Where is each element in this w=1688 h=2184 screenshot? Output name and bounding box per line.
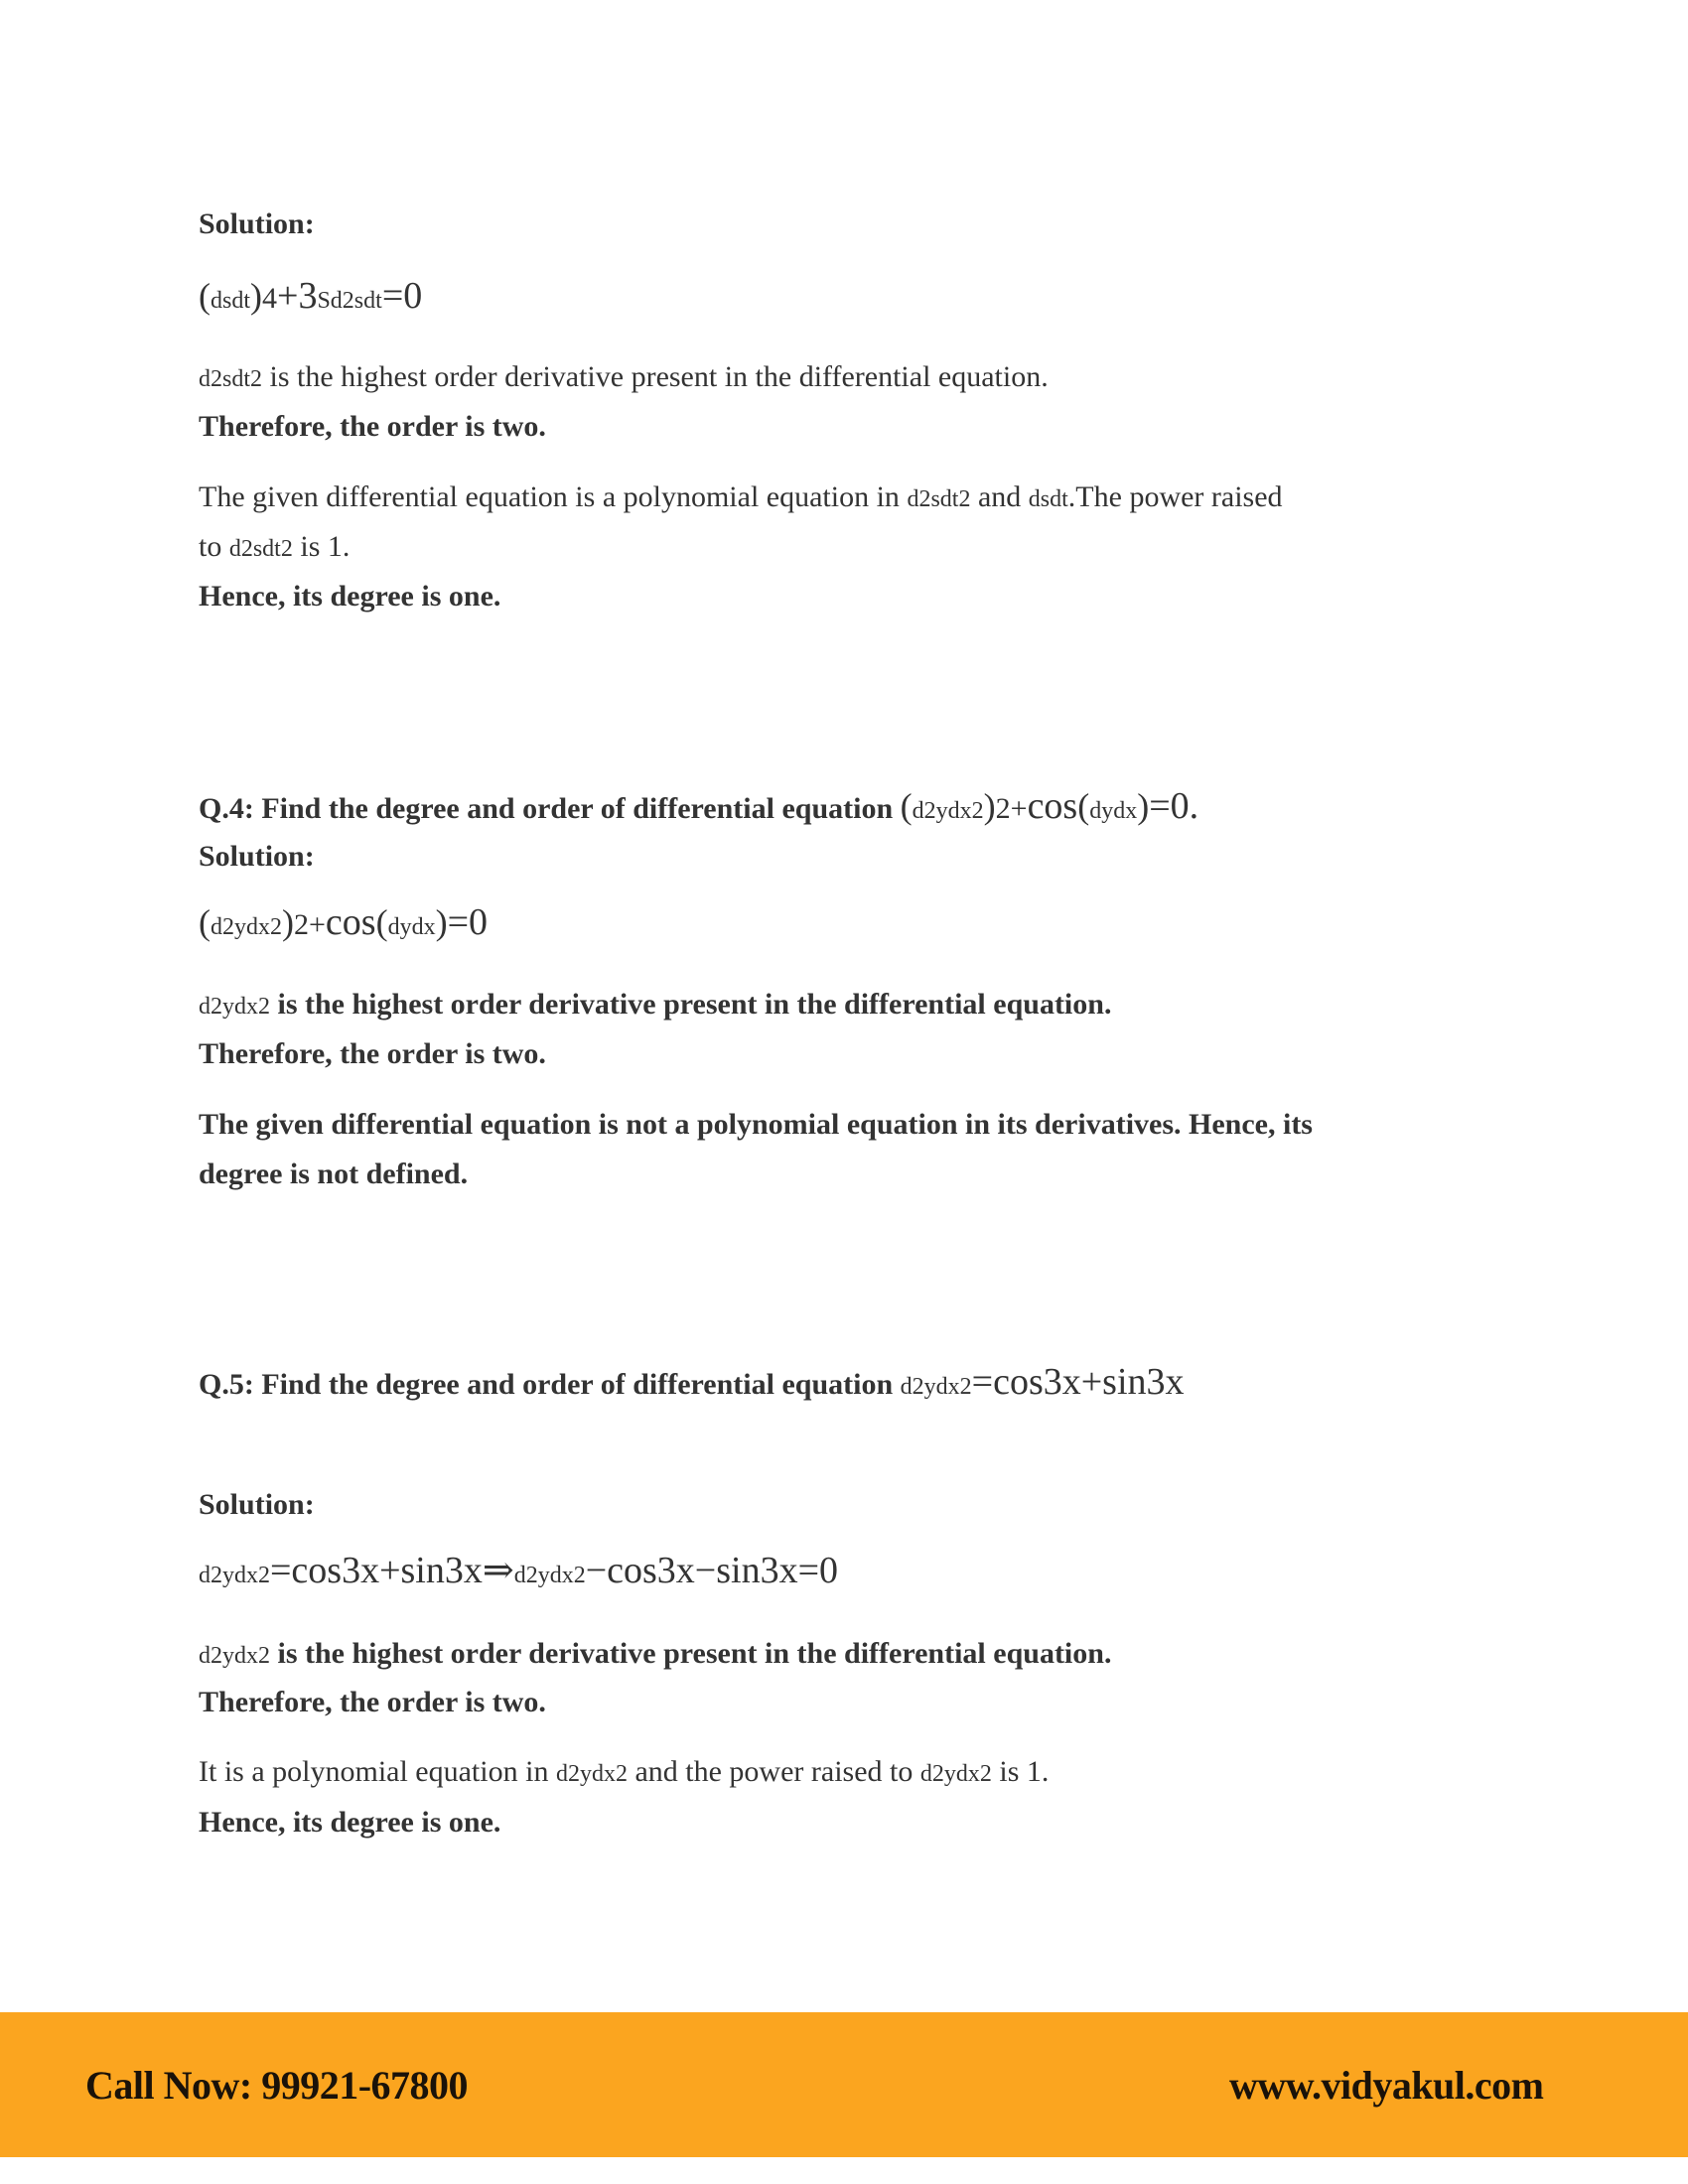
paren: )	[1137, 786, 1150, 826]
q3-degree-line: Hence, its degree is one.	[199, 580, 501, 613]
q5-solution-label: Solution:	[199, 1488, 315, 1521]
math-term: =cos3x+sin3x⇒	[270, 1550, 514, 1591]
text: to	[199, 530, 229, 563]
math-term: 2+	[995, 792, 1028, 825]
text: .The power raised	[1067, 480, 1283, 513]
call-now-text: Call Now: 99921-67800	[85, 2063, 469, 2108]
math-term: d2ydx2	[900, 1374, 972, 1400]
paren: )	[250, 276, 263, 316]
math-term: d2ydx2	[919, 1761, 992, 1787]
math-term: =0	[447, 901, 489, 943]
text: and	[970, 480, 1029, 513]
q3-solution-label: Solution:	[199, 207, 315, 240]
math-term: 4	[262, 282, 278, 315]
question-label: Q.4: Find the degree and order of differential equation	[199, 792, 901, 825]
website-link[interactable]: www.vidyakul.com	[1229, 2063, 1544, 2108]
q5-poly-line	[199, 1754, 1049, 1792]
q3-equation	[199, 275, 423, 319]
q4-order-line: Therefore, the order is two.	[199, 1037, 546, 1070]
math-term: d2sdt2	[199, 366, 263, 392]
q4-degree-line-2: degree is not defined.	[199, 1158, 469, 1190]
q3-poly-line-2	[199, 529, 350, 567]
paren: (	[1077, 786, 1090, 826]
text: and the power raised to	[627, 1755, 920, 1788]
q4-solution-label: Solution:	[199, 840, 315, 873]
paren: )	[282, 902, 294, 942]
q5-question	[199, 1361, 1185, 1405]
math-term: cos	[325, 901, 376, 943]
paren: (	[375, 902, 388, 942]
text: is the highest order derivative present in the differential equation.	[270, 988, 1112, 1021]
q5-equation	[199, 1550, 838, 1593]
q3-highest-line	[199, 359, 1049, 397]
footer-banner	[0, 2012, 1688, 2157]
q4-question	[199, 785, 1199, 829]
math-term: =cos3x+sin3x	[971, 1361, 1185, 1403]
math-term: dsdt	[1028, 486, 1068, 512]
math-term: d2ydx2	[513, 1563, 586, 1588]
q3-poly-line-1	[199, 479, 1283, 517]
math-term: 3	[298, 275, 318, 317]
math-term: +	[277, 275, 299, 317]
paren: (	[199, 276, 211, 316]
math-term: d2ydx2	[211, 914, 282, 940]
question-label: Q.5: Find the degree and order of differential equation	[199, 1368, 901, 1401]
text: is the highest order derivative present in the differential equation.	[262, 360, 1049, 393]
math-term: d2ydx2	[199, 994, 270, 1020]
paren: )	[983, 786, 996, 826]
q4-degree-line-1: The given differential equation is not a polynomial equation in its derivatives. Hence, its	[199, 1108, 1313, 1141]
q5-degree-line: Hence, its degree is one.	[199, 1806, 501, 1839]
math-term: −cos3x−sin3x=0	[585, 1550, 838, 1591]
q4-highest-line	[199, 987, 1111, 1024]
math-term: dydx	[387, 914, 436, 940]
q5-order-line: Therefore, the order is two.	[199, 1686, 546, 1718]
math-term: =0	[381, 275, 423, 317]
q5-highest-line	[199, 1636, 1111, 1674]
math-term: =0.	[1149, 785, 1199, 827]
math-term: dsdt	[211, 288, 251, 314]
text: is 1.	[292, 530, 351, 563]
math-term: d2sdt2	[907, 486, 971, 512]
math-term: 2+	[294, 908, 326, 941]
math-term: d2sdt2	[228, 536, 293, 562]
q4-equation	[199, 901, 489, 945]
math-term: Sd2sdt	[317, 288, 382, 314]
q3-order-line: Therefore, the order is two.	[199, 410, 546, 443]
math-term: d2ydx2	[199, 1643, 270, 1669]
math-term: d2ydx2	[199, 1563, 270, 1588]
math-term: d2ydx2	[912, 798, 984, 824]
text: The given differential equation is a polynomial equation in	[199, 480, 908, 513]
paren: (	[199, 902, 211, 942]
text: is 1.	[991, 1755, 1050, 1788]
math-term: dydx	[1089, 798, 1138, 824]
paren: )	[435, 902, 448, 942]
math-term: cos	[1027, 785, 1078, 827]
text: It is a polynomial equation in	[199, 1755, 556, 1788]
math-term: d2ydx2	[555, 1761, 628, 1787]
paren: (	[900, 786, 913, 826]
text: is the highest order derivative present in the differential equation.	[270, 1637, 1112, 1670]
